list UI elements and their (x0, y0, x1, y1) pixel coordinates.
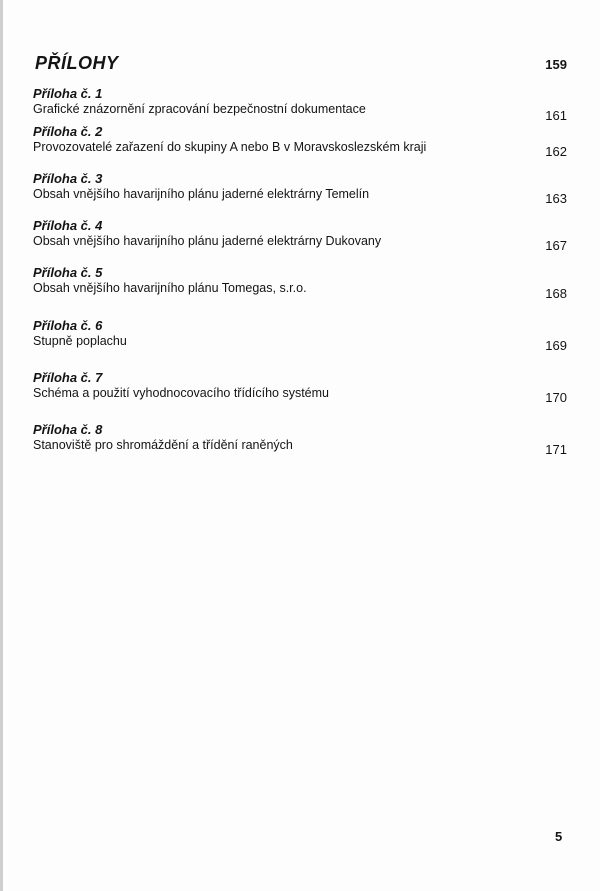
page-edge (0, 0, 3, 891)
toc-entry-7[interactable] (33, 370, 567, 410)
entry-page-number: 162 (545, 144, 567, 159)
entry-page-number: 168 (545, 286, 567, 301)
entry-title: Obsah vnějšího havarijního plánu jaderné elektrárny Dukovany (33, 234, 382, 248)
entry-label: Příloha č. 2 (33, 124, 103, 139)
entry-page-number: 170 (545, 390, 567, 405)
toc-entry-1[interactable] (33, 86, 567, 126)
toc-entry-3[interactable] (33, 171, 567, 211)
entry-title: Obsah vnějšího havarijního plánu Tomegas, s.r.o. (33, 281, 307, 295)
entry-title: Stanoviště pro shromáždění a třídění raněných (33, 438, 293, 452)
toc-entry-6[interactable] (33, 318, 567, 358)
entry-title: Grafické znázornění zpracování bezpečnostní dokumentace (33, 102, 366, 116)
page-number-footer: 5 (555, 829, 563, 844)
entry-title: Schéma a použití vyhodnocovacího třídícího systému (33, 386, 329, 400)
toc-entry-2[interactable] (33, 124, 567, 164)
entry-label: Příloha č. 4 (33, 218, 103, 233)
entry-page-number: 169 (545, 338, 567, 353)
entry-page-number: 161 (545, 108, 567, 123)
toc-entry-8[interactable] (33, 422, 567, 462)
toc-entry-4[interactable] (33, 218, 567, 258)
entry-title: Provozovatelé zařazení do skupiny A nebo B v Moravskoslezském kraji (33, 140, 427, 154)
entry-label: Příloha č. 5 (33, 265, 103, 280)
entry-label: Příloha č. 7 (33, 370, 103, 385)
entry-page-number: 163 (545, 191, 567, 206)
entry-label: Příloha č. 8 (33, 422, 103, 437)
entry-page-number: 167 (545, 238, 567, 253)
entry-title: Stupně poplachu (33, 334, 127, 348)
section-title: PŘÍLOHY (35, 53, 119, 73)
entry-label: Příloha č. 1 (33, 86, 103, 101)
entry-label: Příloha č. 3 (33, 171, 103, 186)
entry-label: Příloha č. 6 (33, 318, 103, 333)
entry-page-number: 171 (545, 442, 567, 457)
section-heading (35, 53, 567, 77)
entry-title: Obsah vnějšího havarijního plánu jaderné elektrárny Temelín (33, 187, 370, 201)
section-page-number: 159 (545, 57, 567, 72)
toc-entry-5[interactable] (33, 265, 567, 305)
